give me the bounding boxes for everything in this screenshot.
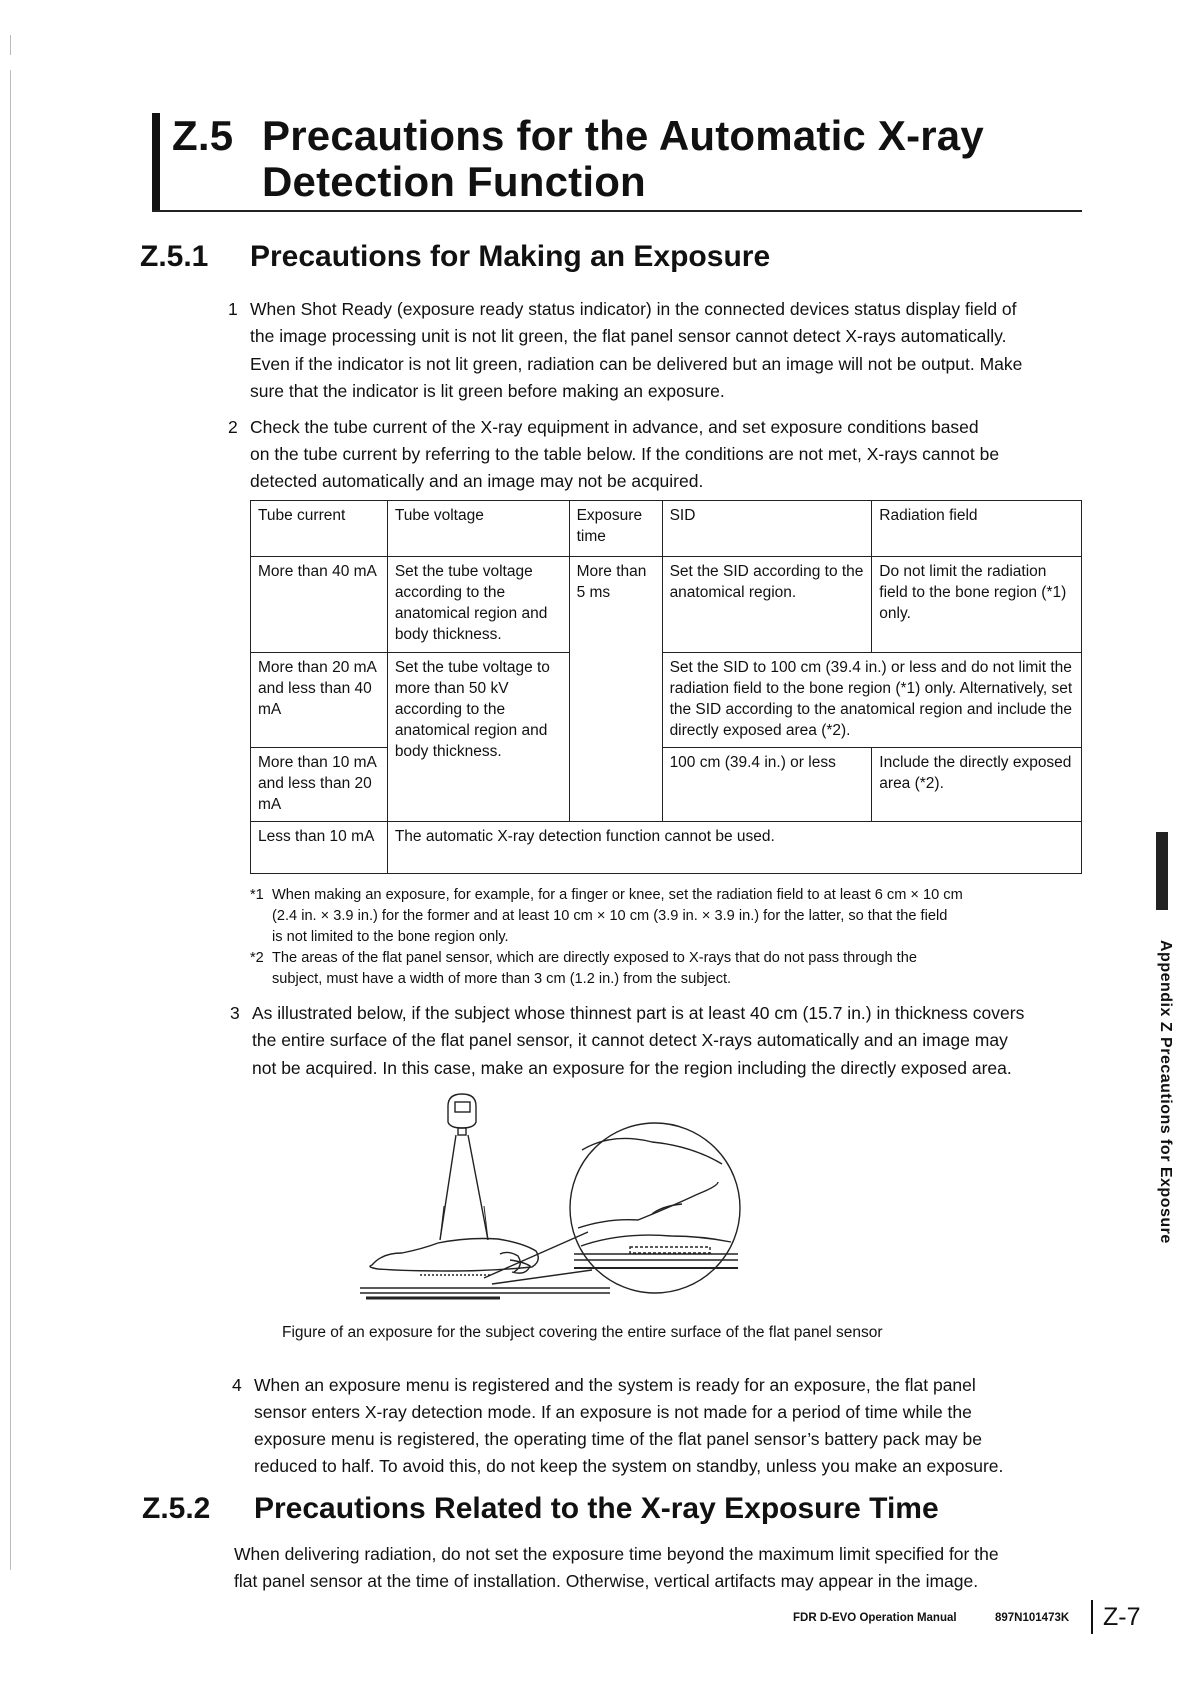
xray-beam [440,1135,488,1240]
paragraph-line: flat panel sensor at the time of installation. Otherwise, vertical artifacts may appear in the image. [234,1571,979,1591]
cell-sid: Set the SID according to the anatomical region. [662,557,872,653]
table-row [251,822,1082,874]
item-number: 1 [228,299,238,319]
cell-exposure-time: More than 5 ms [569,557,662,822]
item-line: When an exposure menu is registered and the system is ready for an exposure, the flat panel [254,1375,976,1395]
item-number: 3 [230,1003,240,1023]
table-row [251,653,1082,748]
subsection-number: Z.5.1 [140,240,209,273]
cell-voltage: Set the tube voltage to more than 50 kV according to the anatomical region and body thickness. [387,653,569,822]
cell-sid: 100 cm (39.4 in.) or less [662,748,872,822]
cell-current: More than 10 mA and less than 20 mA [251,748,388,822]
note-mark: *2 [250,950,264,966]
header-tube-voltage: Tube voltage [387,501,569,557]
subsection-title: Precautions for Making an Exposure [250,240,771,273]
table-header-row [251,501,1082,557]
item-line: the entire surface of the flat panel sensor, it cannot detect X-rays automatically and an image may [252,1030,1008,1050]
side-tab-label: Appendix Z Precautions for Exposure [1157,940,1174,1244]
item-line: Check the tube current of the X-ray equipment in advance, and set exposure conditions based [250,417,979,437]
item-line: exposure menu is registered, the operating time of the flat panel sensor’s battery pack may be [254,1429,982,1449]
cell-field: Do not limit the radiation field to the bone region (*1) only. [872,557,1082,653]
header-sid: SID [662,501,872,557]
note-line: The areas of the flat panel sensor, which are directly exposed to X-rays that do not pass through the [272,950,917,966]
cell-current: More than 40 mA [251,557,388,653]
footer-manual-code: 897N101473K [995,1612,1070,1624]
xray-detection-figure [360,1088,800,1320]
note-mark: *1 [250,887,264,903]
figure-caption: Figure of an exposure for the subject covering the entire surface of the flat panel sensor [282,1324,883,1341]
item-number: 2 [228,417,238,437]
side-tab [1148,940,1178,1260]
section-number: Z.5 [172,112,234,159]
cell-note: The automatic X-ray detection function cannot be used. [387,822,1081,874]
cell-current: Less than 10 mA [251,822,388,874]
footer-manual-name: FDR D-EVO Operation Manual [793,1612,957,1624]
cell-field: Include the directly exposed area (*2). [872,748,1082,822]
page-number: Z-7 [1103,1603,1141,1631]
margin-line [10,70,11,1570]
cell-voltage: Set the tube voltage according to the anatomical region and body thickness. [387,557,569,653]
cell-sid-field: Set the SID to 100 cm (39.4 in.) or less and do not limit the radiation field to the bone region (*1) only. Alternatively, set the SID according to the anatomical region and include the directly exposed area (*2). [662,653,1081,748]
cell-current: More than 20 mA and less than 40 mA [251,653,388,748]
item-number: 4 [232,1375,242,1395]
subsection-number: Z.5.2 [142,1492,211,1525]
table-row [251,748,1082,822]
heading-bar [152,113,160,210]
patient-table [360,1288,610,1293]
item-line: sensor enters X-ray detection mode. If an exposure is not made for a period of time while the [254,1402,972,1422]
note-line: When making an exposure, for example, for a finger or knee, set the radiation field to at least 6 cm × 10 cm [272,887,963,903]
note-line: (2.4 in. × 3.9 in.) for the former and at least 10 cm × 10 cm (3.9 in. × 3.9 in.) for the latter, so that the field [272,908,948,924]
item-line: When Shot Ready (exposure ready status indicator) in the connected devices status display field of [250,299,1017,319]
header-tube-current: Tube current [251,501,388,557]
item-line: sure that the indicator is lit green before making an exposure. [250,381,725,401]
item-line: not be acquired. In this case, make an exposure for the region including the directly exposed area. [252,1058,1012,1078]
heading-rule [152,210,1082,212]
footer-separator [1091,1600,1093,1634]
paragraph-line: When delivering radiation, do not set the exposure time beyond the maximum limit specified for the [234,1544,999,1564]
header-exposure-time: Exposure time [569,501,662,557]
subsection-title: Precautions Related to the X-ray Exposure Time [254,1492,939,1525]
patient-body [370,1239,538,1272]
table-row [251,557,1082,653]
side-tab-marker [1156,832,1168,910]
item-line: Even if the indicator is not lit green, radiation can be delivered but an image will not be output. Make [250,354,1023,374]
margin-line-top [10,35,11,55]
item-line: detected automatically and an image may not be acquired. [250,471,704,491]
xray-tube-icon [448,1094,476,1135]
item-line: on the tube current by referring to the table below. If the conditions are not met, X-rays cannot be [250,444,1000,464]
section-title-line2: Detection Function [262,158,646,205]
note-line: is not limited to the bone region only. [272,929,509,945]
item-line: reduced to half. To avoid this, do not keep the system on standby, unless you make an exposure. [254,1456,1004,1476]
header-radiation-field: Radiation field [872,501,1082,557]
item-line: the image processing unit is not lit green, the flat panel sensor cannot detect X-rays automatically. [250,326,1007,346]
item-line: As illustrated below, if the subject whose thinnest part is at least 40 cm (15.7 in.) in thickness covers [252,1003,1025,1023]
note-line: subject, must have a width of more than 3 cm (1.2 in.) from the subject. [272,971,732,987]
exposure-conditions-table [250,500,1082,874]
section-title-line1: Precautions for the Automatic X-ray [262,112,984,159]
